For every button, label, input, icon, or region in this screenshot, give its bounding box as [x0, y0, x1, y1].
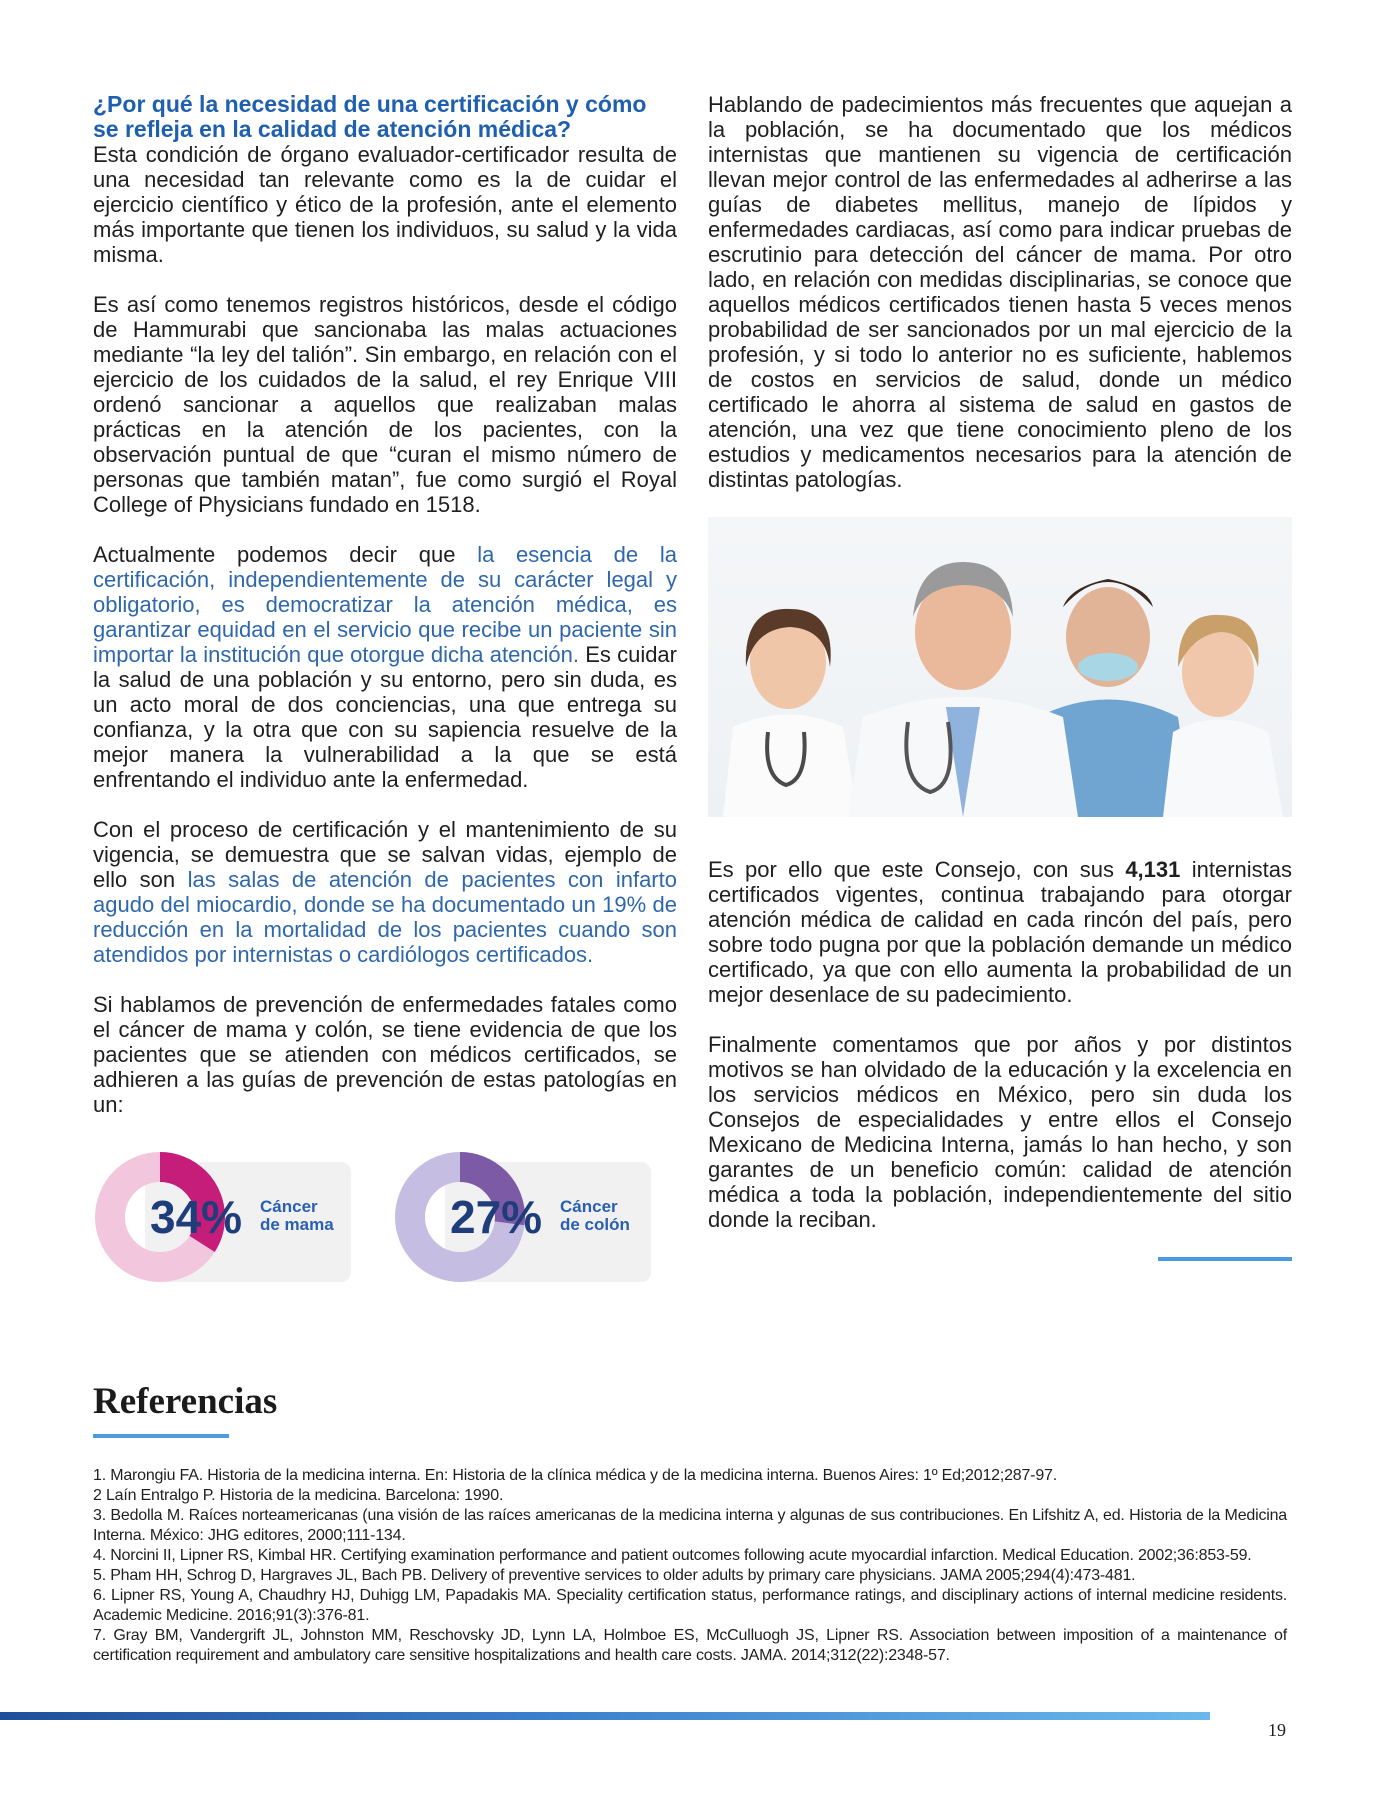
section-heading: ¿Por qué la necesidad de una certificación y cómo se refleja en la calidad de atención médica? [93, 91, 647, 142]
footer-bar [0, 1712, 1210, 1720]
page-number: 19 [1268, 1720, 1286, 1740]
paragraph-essence: Actualmente podemos decir que la esencia de la certificación, independientemente de su carácter legal y obligatorio, es democratizar la atención médica, es garantizar equidad en el servicio que recibe un paciente sin importar la institución que otorgue dicha atención. Es cuidar la salud de una población y su entorno, pero sin duda, es un acto moral de dos conciencias, una que entrega su confianza, y la otra que con su sapiencia resuelve de la mejor manera la vulnerabilidad a la que se está enfrentando el individuo ante la enfermedad. [93, 542, 677, 792]
reference-item: 2 Laín Entralgo P. Historia de la medicina. Barcelona: 1990. [93, 1487, 504, 1504]
paragraph-prevention: Si hablamos de prevención de enfermedades fatales como el cáncer de mama y colón, se tiene evidencia de que los pacientes que se atienden con médicos certificados, se adhieren a las guías de prevención de estas patologías en un: [93, 992, 677, 1117]
right-column [708, 92, 1292, 1261]
stat-value: 34% [150, 1191, 243, 1243]
stat-label: Cáncer de mama [260, 1197, 334, 1234]
stat-breast-cancer [85, 1142, 351, 1292]
reference-item: 4. Norcini II, Lipner RS, Kimbal HR. Certifying examination performance and patient outcomes following acute myocardial infarction. Medical Education. 2002;36:853-59. [93, 1547, 1252, 1564]
reference-item: 3. Bedolla M. Raíces norteamericanas (una visión de las raíces americanas de la medicina interna y algunas de sus contribuciones. En Lifshitz A, ed. Historia de la Medicina Interna. México: JHG editores, 2000;111-134. [93, 1507, 1287, 1544]
doctors-photo [708, 517, 1292, 817]
paragraph-council: Es por ello que este Consejo, con sus 4,131 internistas certificados vigentes, continua trabajando para otorgar atención médica de calidad en cada rincón del país, pero sobre todo pugna por que la población demande un médico certificado, ya que con ello aumenta la probabilidad de un mejor desenlace de su padecimiento. [708, 857, 1292, 1007]
references-section [93, 1380, 1287, 1666]
highlighted-text: las salas de atención de pacientes con infarto agudo del miocardio, donde se ha documentado un 19% de reducción en la mortalidad de los pacientes cuando son atendidos por internistas o cardiólogos certificados. [93, 867, 677, 967]
reference-item: 1. Marongiu FA. Historia de la medicina interna. En: Historia de la clínica médica y de la medicina interna. Buenos Aires: 1º Ed;2012;287-97. [93, 1467, 1057, 1484]
paragraph-intro: Esta condición de órgano evaluador-certificador resulta de una necesidad tan relevante como es la de cuidar el ejercicio científico y ético de la profesión, ante el elemento más importante que tienen los individuos, su salud y la vida misma. [93, 142, 677, 267]
references-divider [93, 1434, 229, 1438]
paragraph-common-diseases: Hablando de padecimientos más frecuentes que aquejan a la población, se ha documentado que los médicos internistas que mantienen su vigencia de certificación llevan mejor control de las enfermedades al adherirse a las guías de diabetes mellitus, manejo de lípidos y enfermedades cardiacas, así como para indicar pruebas de escrutinio para detección del cáncer de mama. Por otro lado, en relación con medidas disciplinarias, se conoce que aquellos médicos certificados tienen hasta 5 veces menos probabilidad de ser sancionados por un mal ejercicio de la profesión, y si todo lo anterior no es suficiente, hablemos de costos en servicios de salud, donde un médico certificado le ahorra al sistema de salud en gastos de atención, una vez que tiene conocimiento pleno de los estudios y medicamentos necesarios para la atención de distintas patologías. [708, 92, 1292, 492]
paragraph-conclusion: Finalmente comentamos que por años y por distintos motivos se han olvidado de la educación y la excelencia en los servicios médicos en México, pero sin duda los Consejos de especialidades y entre ellos el Consejo Mexicano de Medicina Interna, jamás lo han hecho, y son garantes de un beneficio común: calidad de atención médica a toda la población, independientemente del sitio donde la reciban. [708, 1032, 1292, 1232]
paragraph-history: Es así como tenemos registros históricos, desde el código de Hammurabi que sancionaba las malas actuaciones mediante “la ley del talión”. Sin embargo, en relación con el ejercicio de los cuidados de la salud, el rey Enrique VIII ordenó sancionar a aquellos que realizaban malas prácticas en la atención de los pacientes, con la observación puntual de que “curan el mismo número de personas que también matan”, fue como surgió el Royal College of Physicians fundado en 1518. [93, 292, 677, 517]
internist-count: 4,131 [1125, 857, 1181, 882]
paragraph-certification-process: Con el proceso de certificación y el mantenimiento de su vigencia, se demuestra que se salvan vidas, ejemplo de ello son las salas de atención de pacientes con infarto agudo del miocardio, donde se ha documentado un 19% de reducción en la mortalidad de los pacientes cuando son atendidos por internistas o cardiólogos certificados. [93, 817, 677, 967]
references-title: Referencias [93, 1381, 278, 1422]
highlighted-text: la esencia de la certificación, independientemente de su carácter legal y obligatorio, es democratizar la atención médica, es garantizar equidad en el servicio que recibe un paciente sin importar la institución que otorgue dicha atención. [93, 542, 677, 667]
reference-item: 5. Pham HH, Schrog D, Hargraves JL, Bach PB. Delivery of preventive services to older adults by primary care physicians. JAMA 2005;294(4):473-481. [93, 1567, 1136, 1584]
references-list [93, 1466, 1287, 1666]
left-column [93, 92, 677, 1292]
stat-colon-cancer [385, 1142, 651, 1292]
stat-value: 27% [450, 1191, 543, 1243]
reference-item: 6. Lipner RS, Young A, Chaudhry HJ, Duhigg LM, Papadakis MA. Speciality certification status, performance ratings, and disciplinary actions of internal medicine residents. Academic Medicine. 2016;91(3):376-81. [93, 1587, 1287, 1624]
section-divider [1158, 1257, 1292, 1261]
stats-row [93, 1142, 677, 1292]
doctors-illustration [708, 517, 1292, 817]
stat-label: Cáncer de colón [560, 1197, 630, 1234]
reference-item: 7. Gray BM, Vandergrift JL, Johnston MM, Reschovsky JD, Lynn LA, Holmboe ES, McCulluogh JS, Lipner RS. Association between imposition of a maintenance of certification requirement and ambulatory care sensitive hospitalizations and health care costs. JAMA. 2014;312(22):2348-57. [93, 1627, 1287, 1664]
